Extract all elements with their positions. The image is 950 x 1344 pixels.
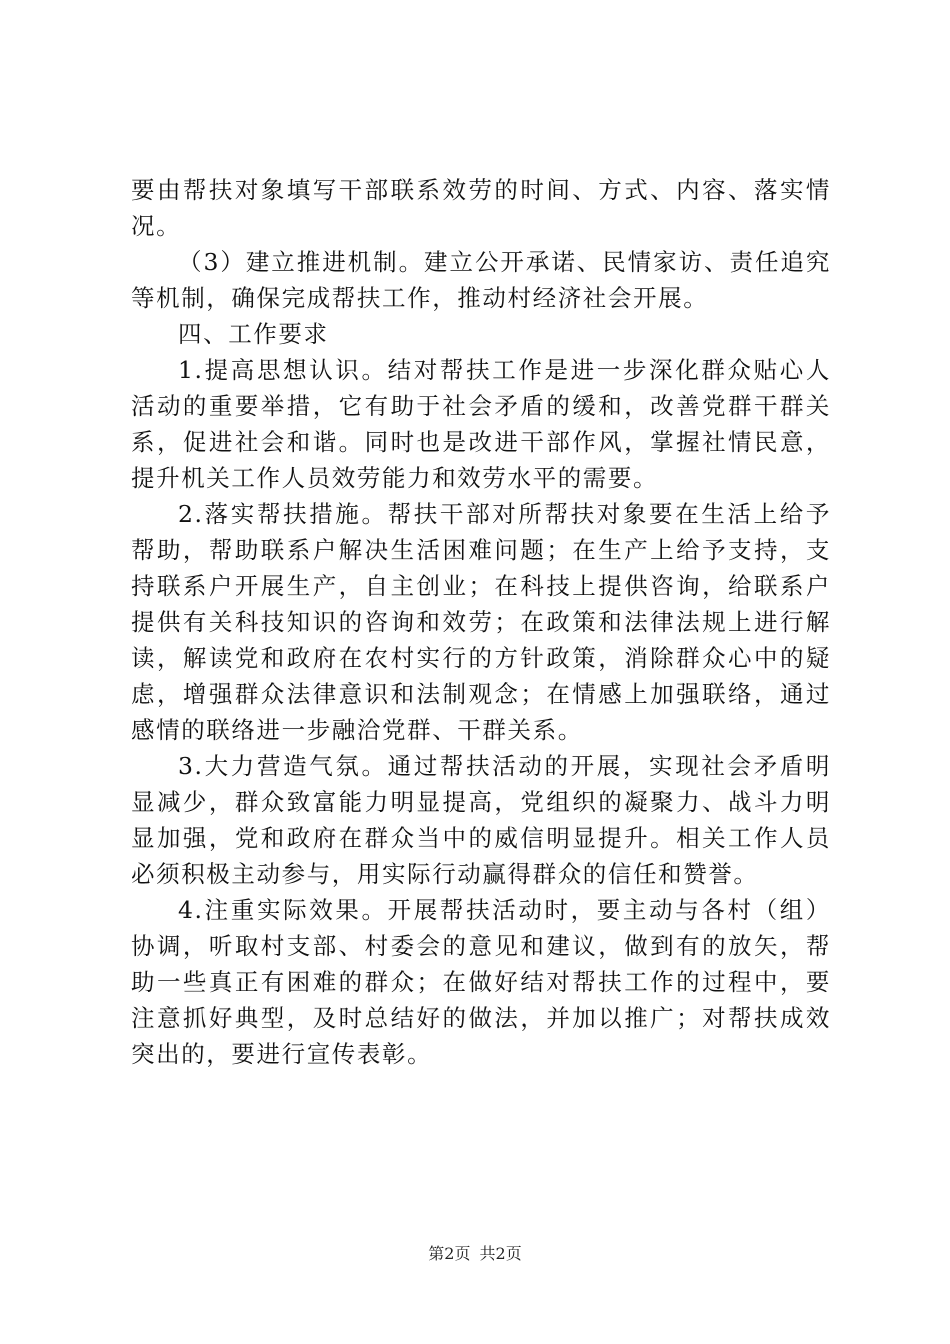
page-footer: [0, 1243, 950, 1265]
page-number: 第2页: [428, 1244, 471, 1263]
paragraph-item-2: 2.落实帮扶措施。帮扶干部对所帮扶对象要在生活上给予帮助，帮助联系户解决生活困难问题；在生产上给予支持，支持联系户开展生产，自主创业；在科技上提供咨询，给联系户提供有关科技知识的咨询和效劳；在政策和法律法规上进行解读，解读党和政府在农村实行的方针政策，消除群众心中的疑虑，增强群众法律意识和法制观念；在情感上加强联络，通过感情的联络进一步融洽党群、干群关系。: [131, 500, 831, 744]
paragraph-continuation: 要由帮扶对象填写干部联系效劳的时间、方式、内容、落实情况。: [131, 176, 831, 240]
document-body: [131, 172, 831, 1072]
paragraph-item-1: 1.提高思想认识。结对帮扶工作是进一步深化群众贴心人活动的重要举措，它有助于社会矛盾的缓和，改善党群干群关系，促进社会和谐。同时也是改进干部作风，掌握社情民意，提升机关工作人员效劳能力和效劳水平的需要。: [131, 356, 831, 492]
paragraph-mechanism: （3）建立推进机制。建立公开承诺、民情家访、责任追究等机制，确保完成帮扶工作，推动村经济社会开展。: [131, 248, 831, 312]
paragraph-item-4: 4.注重实际效果。开展帮扶活动时，要主动与各村（组）协调，听取村支部、村委会的意见和建议，做到有的放矢，帮助一些真正有困难的群众；在做好结对帮扶工作的过程中，要注意抓好典型，及时总结好的做法，并加以推广；对帮扶成效突出的，要进行宣传表彰。: [131, 896, 831, 1068]
section-heading: 四、工作要求: [178, 320, 329, 348]
paragraph-item-3: 3.大力营造气氛。通过帮扶活动的开展，实现社会矛盾明显减少，群众致富能力明显提高，党组织的凝聚力、战斗力明显加强，党和政府在群众当中的威信明显提升。相关工作人员必须积极主动参与，用实际行动赢得群众的信任和赞誉。: [131, 752, 831, 888]
page-total: 共2页: [479, 1244, 522, 1263]
